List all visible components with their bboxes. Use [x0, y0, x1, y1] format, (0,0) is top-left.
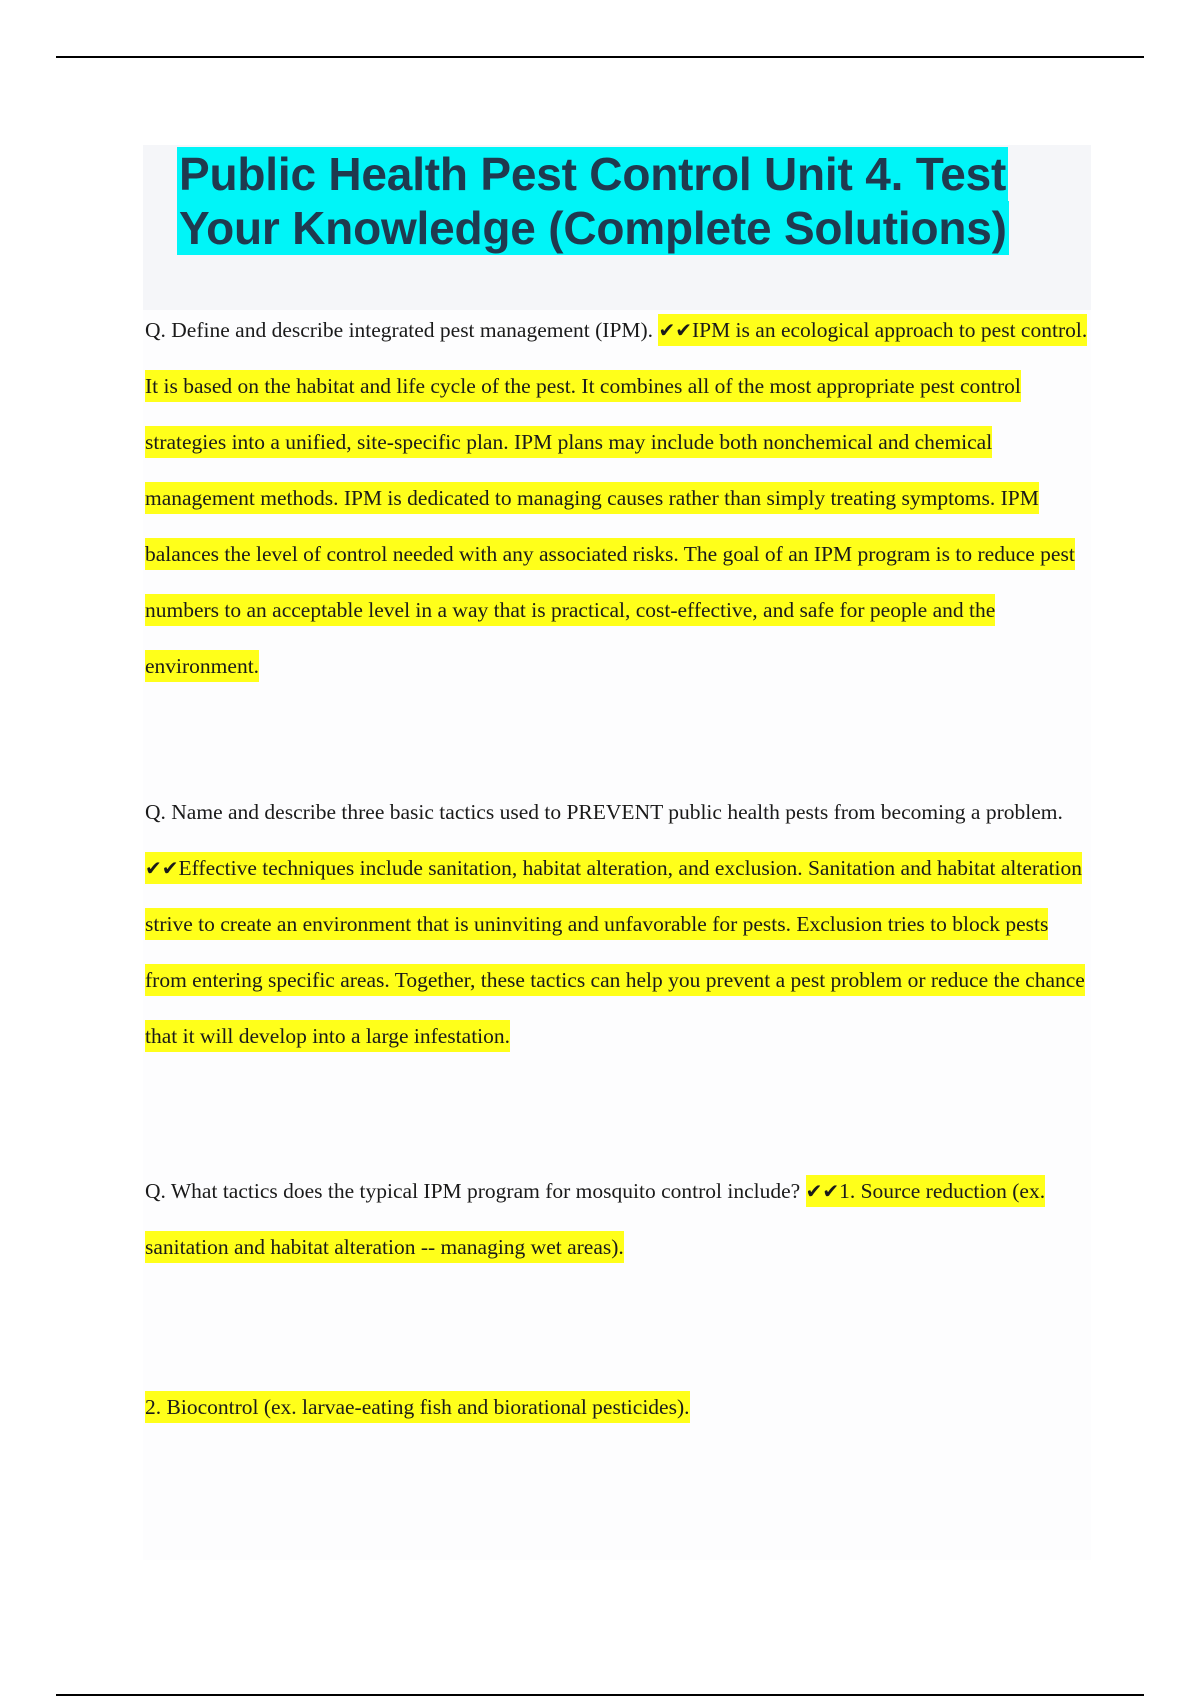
question-text: Q. Name and describe three basic tactics used to PREVENT public health pests from becoming a problem.: [145, 800, 1063, 824]
title-highlight: Public Health Pest Control Unit 4. Test Your Knowledge (Complete Solutions): [179, 148, 1007, 254]
header-rule: [56, 56, 1144, 58]
footer-rule: [56, 1694, 1144, 1696]
qa-item-prevention-tactics: [145, 784, 1090, 1064]
document-title: [177, 147, 1057, 255]
answer-highlight: [145, 852, 1085, 1052]
check-mark-icon: ✔✔: [145, 856, 179, 880]
answer-continuation: [145, 1379, 1090, 1435]
check-mark-icon: ✔✔: [658, 318, 692, 342]
question-text: Q. What tactics does the typical IPM program for mosquito control include?: [145, 1179, 806, 1203]
qa-item-ipm-definition: [145, 302, 1090, 694]
question-text: Q. Define and describe integrated pest management (IPM).: [145, 318, 659, 342]
answer-text: IPM is an ecological approach to pest control. It is based on the habitat and life cycle of the pest. It combines all of the most appropriate pest control strategies into a unified, site-specific plan. IPM plans may include both nonchemical and chemical management methods. IPM is dedicated to managing causes rather than simply treating symptoms. IPM balances the level of control needed with any associated risks. The goal of an IPM program is to reduce pest numbers to an acceptable level in a way that is practical, cost-effective, and safe for people and the environment.: [145, 318, 1088, 678]
continuation-highlight: 2. Biocontrol (ex. larvae-eating fish and biorational pesticides).: [145, 1391, 690, 1423]
qa-item-mosquito-control: [145, 1163, 1090, 1275]
answer-highlight: [145, 314, 1087, 682]
answer-text: 1. Source reduction (ex. sanitation and habitat alteration -- managing wet areas).: [145, 1179, 1046, 1259]
check-mark-icon: ✔✔: [805, 1179, 840, 1203]
answer-text: Effective techniques include sanitation, habitat alteration, and exclusion. Sanitation and habitat alteration strive to create an environment that is uninviting and unfavorable for pests. Exclusion tries to block pests from entering specific areas. Together, these tactics can help you prevent a pest problem or reduce the chance that it will develop into a large infestation.: [145, 856, 1085, 1048]
